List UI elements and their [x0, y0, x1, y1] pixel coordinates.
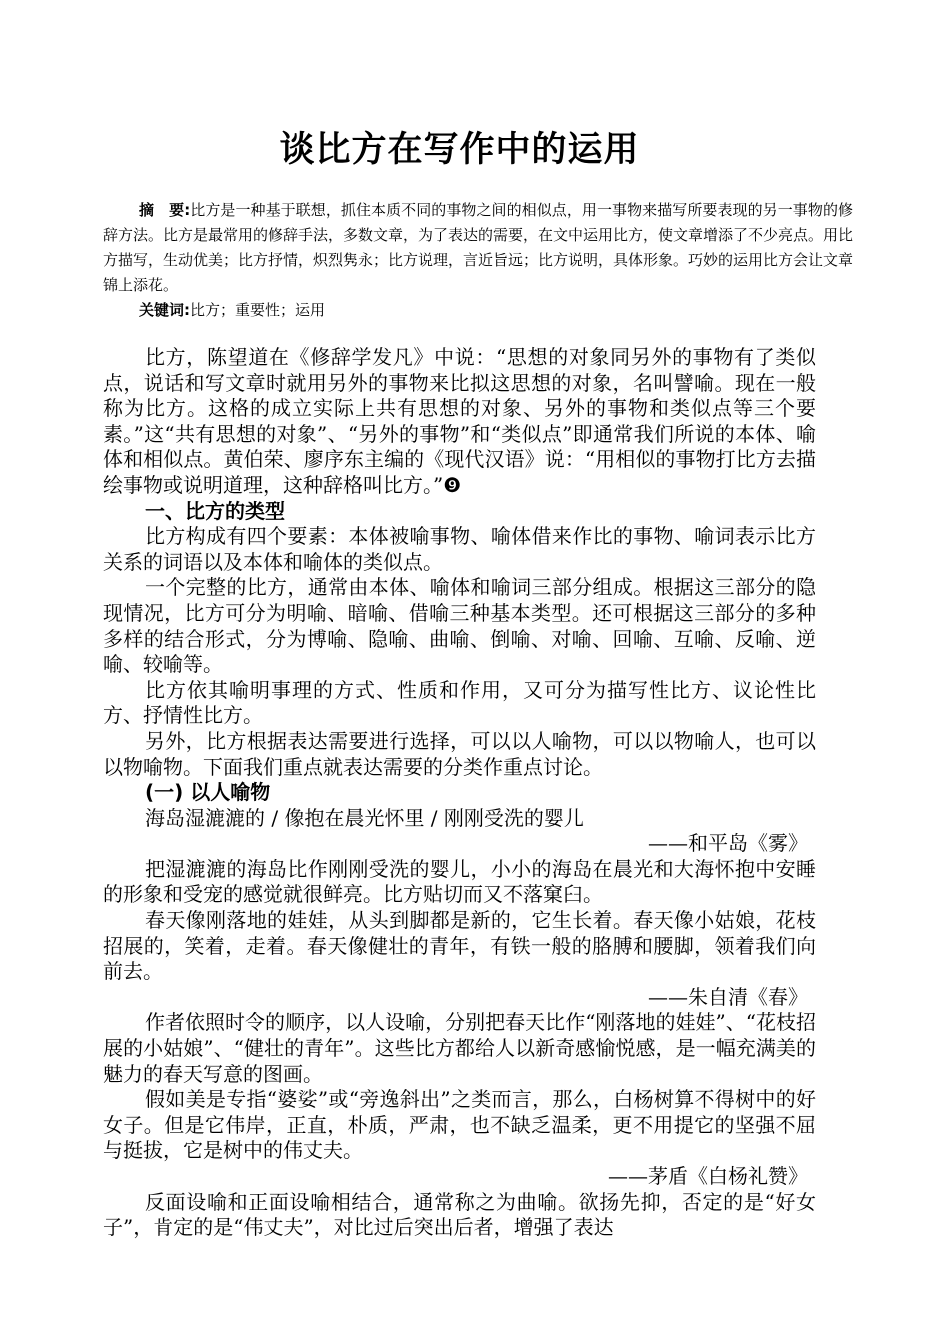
subsection-heading: (一) 以人喻物: [145, 780, 271, 805]
quotation: 海岛湿漉漉的 / 像抱在晨光怀里 / 刚刚受洗的婴儿: [145, 805, 584, 830]
section-heading-types: 一、比方的类型: [145, 498, 285, 523]
quotation: 假如美是专指“婆娑”或“旁逸斜出”之类而言，那么，白杨树算不得树中的好女子。但是它伟岸，正直，朴质，严肃，也不缺乏温柔，更不用提它的坚强不屈与挺拔，它是树中的伟丈夫。: [103, 1087, 816, 1163]
keywords-label: 关键词:: [139, 301, 190, 319]
quotation-attribution: ——和平岛《雾》: [648, 831, 808, 856]
reference-mark: ❾: [443, 472, 462, 497]
paragraph: 把湿漉漉的海岛比作刚刚受洗的婴儿，小小的海岛在晨光和大海怀抱中安睡的形象和受宠的感觉就很鲜亮。比方贴切而又不落窠臼。: [103, 856, 816, 907]
abstract-label: 摘 要:: [139, 201, 191, 219]
paragraph: 另外，比方根据表达需要进行选择，可以以人喻物，可以以物喻人，也可以以物喻物。下面我们重点就表达需要的分类作重点讨论。: [103, 728, 816, 779]
quotation: 春天像刚落地的娃娃，从头到脚都是新的，它生长着。春天像小姑娘，花枝招展的，笑着，走着。春天像健壮的青年，有铁一般的胳膊和腰脚，领着我们向前去。: [103, 908, 816, 984]
paragraph: 反面设喻和正面设喻相结合，通常称之为曲喻。欲扬先抑，否定的是“好女子”，肯定的是“伟丈夫”，对比过后突出后者，增强了表达: [103, 1189, 816, 1240]
paragraph: 比方构成有四个要素：本体被喻事物、喻体借来作比的事物、喻词表示比方关系的词语以及本体和喻体的类似点。: [103, 524, 816, 574]
abstract-paragraph: [103, 198, 853, 298]
keywords-text: 比方；重要性；运用: [190, 301, 326, 319]
paragraph: 作者依照时令的顺序，以人设喻，分别把春天比作“刚落地的娃娃”、“花枝招展的小姑娘”、“健壮的青年”。这些比方都给人以新奇感愉悦感，是一幅充满美的魅力的春天写意的图画。: [103, 1010, 816, 1086]
quotation-attribution: ——茅盾《白杨礼赞》: [608, 1164, 808, 1188]
keywords-line: [103, 298, 853, 323]
quotation-attribution: ——朱自清《春》: [648, 984, 808, 1009]
paragraph: 比方依其喻明事理的方式、性质和作用，又可分为描写性比方、议论性比方、抒情性比方。: [103, 677, 816, 728]
body-text: [103, 345, 816, 1241]
paragraph: 一个完整的比方，通常由本体、喻体和喻词三部分组成。根据这三部分的隐现情况，比方可分为明喻、暗喻、借喻三种基本类型。还可根据这三部分的多种多样的结合形式，分为博喻、隐喻、曲喻、倒喻、对喻、回喻、互喻、反喻、逆喻、较喻等。: [103, 575, 816, 677]
paragraph-intro-text: 比方，陈望道在《修辞学发凡》中说：“思想的对象同另外的事物有了类似点，说话和写文章时就用另外的事物来比拟这思想的对象，名叫譬喻。现在一般称为比方。这格的成立实际上共有思想的对象、另外的事物和类似点等三个要素。”这“共有思想的对象”、“另外的事物”和“类似点”即通常我们所说的本体、喻体和相似点。黄伯荣、廖序东主编的《现代汉语》说：“用相似的事物打比方去描绘事物或说明道理，这种辞格叫比方。”: [103, 345, 816, 497]
abstract-text: 比方是一种基于联想，抓住本质不同的事物之间的相似点，用一事物来描写所要表现的另一事物的修辞方法。比方是最常用的修辞手法，多数文章，为了表达的需要，在文中运用比方，使文章增添了不少亮点。用比方描写，生动优美；比方抒情，炽烈隽永；比方说理，言近旨远；比方说明，具体形象。巧妙的运用比方会让文章锦上添花。: [103, 201, 854, 294]
paragraph-intro: [103, 345, 816, 499]
abstract-section: [103, 198, 853, 323]
document-title: 谈比方在写作中的运用: [279, 130, 640, 170]
